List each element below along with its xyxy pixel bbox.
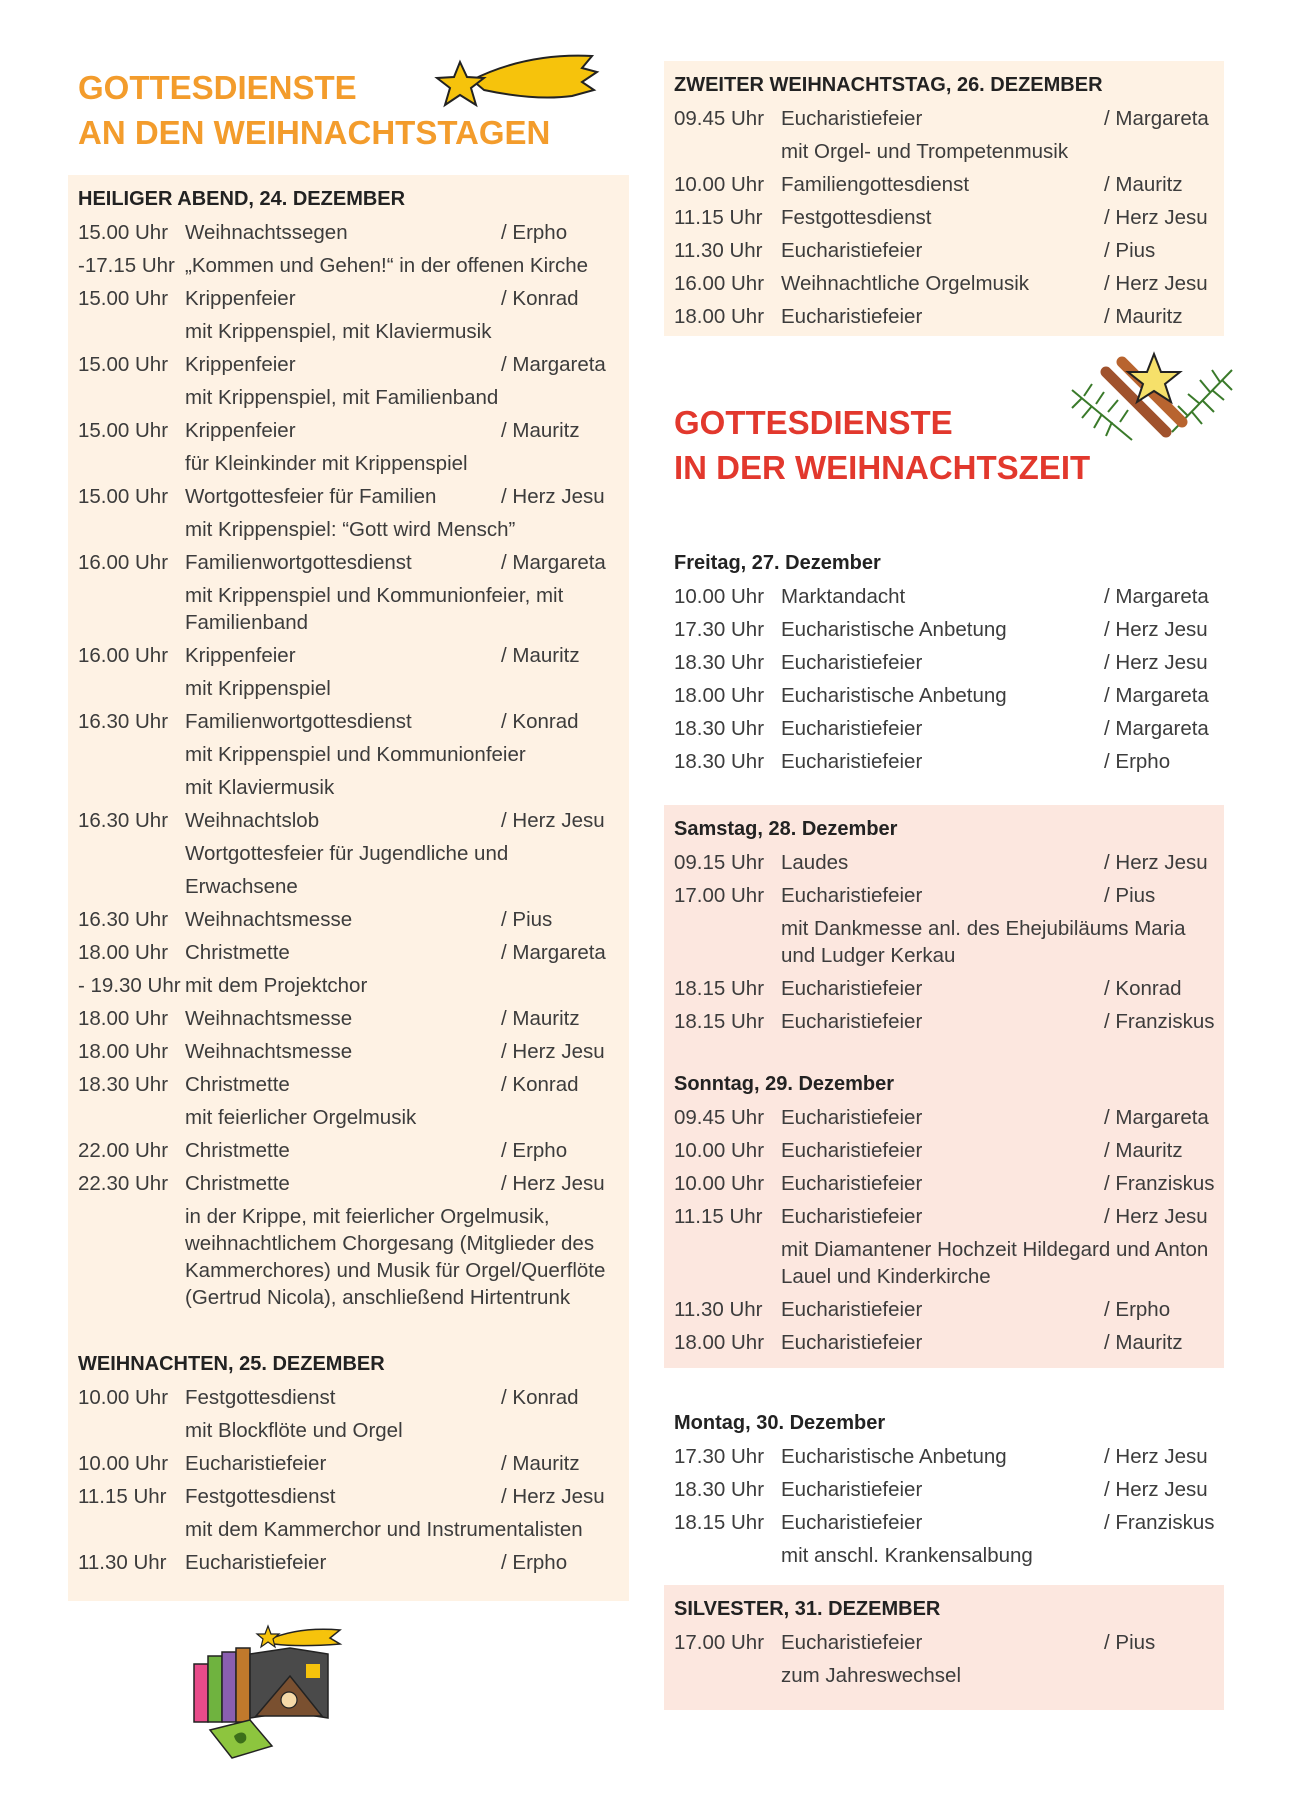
schedule-row: [674, 267, 1214, 300]
section-weihnachten: [78, 1348, 619, 1579]
rows-sunday: [674, 1101, 1214, 1359]
schedule-row: [674, 201, 1214, 234]
row-description: Eucharistiefeier: [781, 717, 923, 740]
row-location: / Herz Jesu: [1104, 851, 1208, 874]
schedule-row: [674, 1326, 1214, 1359]
row-description: für Kleinkinder mit Krippenspiel: [185, 452, 468, 475]
rows-saturday: [674, 846, 1214, 1038]
schedule-row: [78, 639, 619, 672]
schedule-row: [78, 672, 619, 705]
row-location: / Mauritz: [501, 419, 580, 442]
schedule-row: [78, 1546, 619, 1579]
row-time: 22.30 Uhr: [78, 1172, 169, 1195]
row-time: 11.15 Uhr: [78, 1485, 167, 1508]
row-description: Erwachsene: [185, 875, 298, 898]
row-description: Eucharistiefeier: [781, 1631, 923, 1654]
schedule-row: [78, 1480, 619, 1513]
row-location: / Mauritz: [1104, 1331, 1183, 1354]
row-location: / Erpho: [1104, 750, 1171, 773]
rows-second-christmas-day: [674, 102, 1214, 333]
row-description: mit Dankmesse anl. des Ehejubiläums Maria und Ludger Kerkau: [781, 917, 1186, 967]
schedule-row: [674, 1626, 1214, 1659]
row-description: mit feierlicher Orgelmusik: [185, 1106, 417, 1129]
row-time: 18.15 Uhr: [674, 1511, 765, 1534]
row-description: mit Krippenspiel und Kommunionfeier, mit Familienband: [185, 584, 564, 634]
schedule-row: [674, 234, 1214, 267]
row-location: / Franziskus: [1104, 1511, 1215, 1534]
row-description: Eucharistiefeier: [781, 107, 923, 130]
row-time: 17.30 Uhr: [674, 1445, 765, 1468]
row-description: mit Krippenspiel, mit Klaviermusik: [185, 320, 492, 343]
row-time: 09.45 Uhr: [674, 1106, 765, 1129]
row-time: 18.00 Uhr: [78, 1040, 169, 1063]
row-location: / Konrad: [501, 287, 579, 310]
row-description: Familienwortgottesdienst: [185, 710, 412, 733]
row-description: Eucharistiefeier: [781, 1139, 923, 1162]
row-location: / Margareta: [501, 353, 606, 376]
day-title: SILVESTER, 31. DEZEMBER: [674, 1598, 941, 1620]
schedule-row: [674, 1101, 1214, 1134]
row-time: 18.00 Uhr: [674, 305, 765, 328]
rows-heiliger-abend: [78, 216, 619, 1314]
row-description: Eucharistiefeier: [781, 750, 923, 773]
row-time: 18.00 Uhr: [674, 684, 765, 707]
row-time: 10.00 Uhr: [674, 173, 765, 196]
schedule-row: [674, 1506, 1214, 1539]
schedule-row: [78, 1068, 619, 1101]
row-description: „Kommen und Gehen!“ in der offenen Kirche: [185, 254, 589, 277]
section-heiliger-abend: [78, 183, 619, 1314]
schedule-row: [674, 745, 1214, 778]
row-description: Krippenfeier: [185, 644, 296, 667]
row-time: 11.15 Uhr: [674, 1205, 763, 1228]
row-location: / Herz Jesu: [501, 485, 605, 508]
row-time: 16.30 Uhr: [78, 908, 169, 931]
row-location: / Margareta: [1104, 717, 1209, 740]
row-description: Christmette: [185, 1172, 290, 1195]
row-location: / Herz Jesu: [501, 1040, 605, 1063]
row-description: Eucharistische Anbetung: [781, 618, 1007, 641]
row-description: mit Krippenspiel, mit Familienband: [185, 386, 499, 409]
day-title: WEIHNACHTEN, 25. DEZEMBER: [78, 1353, 385, 1375]
schedule-row: [674, 1440, 1214, 1473]
row-location: / Konrad: [1104, 977, 1182, 1000]
row-description: Eucharistiefeier: [781, 1010, 923, 1033]
row-description: Christmette: [185, 1073, 290, 1096]
row-time: 15.00 Uhr: [78, 419, 169, 442]
row-location: / Herz Jesu: [1104, 1478, 1208, 1501]
right-heading-line2: IN DER WEIHNACHTSZEIT: [674, 449, 1091, 486]
schedule-row: [78, 1200, 619, 1314]
row-description: Eucharistiefeier: [185, 1551, 327, 1574]
row-description: Weihnachtsmesse: [185, 908, 353, 931]
schedule-row: [78, 903, 619, 936]
schedule-row: [78, 771, 619, 804]
row-description: Eucharistiefeier: [781, 1478, 923, 1501]
row-description: in der Krippe, mit feierlicher Orgelmusik, weihnachtlichem Chorgesang (Mitglieder des Kammerchores) und Musik für Orgel/Querflöte (Gertrud Nicola), anschließend Hirtentrunk: [185, 1205, 606, 1309]
schedule-row: [674, 712, 1214, 745]
rows-monday: [674, 1440, 1214, 1572]
row-location: / Erpho: [501, 1551, 568, 1574]
row-time: 16.00 Uhr: [78, 551, 169, 574]
row-location: / Pius: [1104, 1631, 1156, 1654]
schedule-row: [674, 879, 1214, 912]
row-location: / Herz Jesu: [1104, 206, 1208, 229]
row-description: mit dem Projektchor: [185, 974, 368, 997]
row-location: / Konrad: [501, 710, 579, 733]
row-description: Krippenfeier: [185, 287, 296, 310]
schedule-row: [674, 1134, 1214, 1167]
row-location: / Franziskus: [1104, 1172, 1215, 1195]
row-description: Krippenfeier: [185, 353, 296, 376]
row-time: 16.00 Uhr: [78, 644, 169, 667]
row-time: 17.00 Uhr: [674, 884, 765, 907]
row-description: Eucharistiefeier: [781, 1106, 923, 1129]
row-description: Festgottesdienst: [781, 206, 932, 229]
row-time: 11.30 Uhr: [78, 1551, 167, 1574]
row-location: / Pius: [1104, 884, 1156, 907]
row-time: 10.00 Uhr: [674, 585, 765, 608]
row-location: / Margareta: [1104, 585, 1209, 608]
row-time: 18.00 Uhr: [78, 941, 169, 964]
row-description: mit Krippenspiel: [185, 677, 331, 700]
row-description: Wortgottesfeier für Familien: [185, 485, 437, 508]
schedule-row: [674, 972, 1214, 1005]
row-time: 18.15 Uhr: [674, 977, 765, 1000]
row-description: Eucharistiefeier: [185, 1452, 327, 1475]
row-description: Christmette: [185, 1139, 290, 1162]
row-location: / Pius: [1104, 239, 1156, 262]
row-location: / Franziskus: [1104, 1010, 1215, 1033]
left-heading-line1: GOTTESDIENSTE: [78, 69, 357, 106]
row-location: / Margareta: [501, 551, 606, 574]
schedule-row: [674, 168, 1214, 201]
row-time: 15.00 Uhr: [78, 353, 169, 376]
second-christmas-day-block: [664, 61, 1224, 336]
row-description: mit Diamantener Hochzeit Hildegard und Anton Lauel und Kinderkirche: [781, 1238, 1209, 1288]
row-time: 18.30 Uhr: [78, 1073, 169, 1096]
row-time: 11.30 Uhr: [674, 1298, 763, 1321]
row-location: / Mauritz: [501, 1007, 580, 1030]
schedule-row: [78, 1447, 619, 1480]
row-time: 17.30 Uhr: [674, 618, 765, 641]
row-description: Eucharistiefeier: [781, 884, 923, 907]
row-time: 18.30 Uhr: [674, 717, 765, 740]
schedule-row: [78, 513, 619, 546]
row-time: 22.00 Uhr: [78, 1139, 169, 1162]
schedule-row: [78, 1381, 619, 1414]
schedule-row: [78, 870, 619, 903]
schedule-row: [674, 912, 1214, 972]
row-description: mit Orgel- und Trompetenmusik: [781, 140, 1069, 163]
row-location: / Herz Jesu: [1104, 1205, 1208, 1228]
schedule-row: [78, 1134, 619, 1167]
schedule-row: [674, 300, 1214, 333]
section-sunday: [674, 1068, 1214, 1359]
row-description: zum Jahreswechsel: [781, 1664, 962, 1687]
day-title: HEILIGER ABEND, 24. DEZEMBER: [78, 188, 406, 210]
row-description: mit Klaviermusik: [185, 776, 335, 799]
schedule-row: [674, 1167, 1214, 1200]
row-description: Eucharistiefeier: [781, 1298, 923, 1321]
schedule-row: [674, 102, 1214, 135]
left-schedule-block: [68, 175, 629, 1601]
row-time: 15.00 Uhr: [78, 287, 169, 310]
row-time: 10.00 Uhr: [674, 1139, 765, 1162]
row-description: mit dem Kammerchor und Instrumentalisten: [185, 1518, 583, 1541]
row-location: / Mauritz: [1104, 305, 1183, 328]
schedule-row: [78, 546, 619, 579]
schedule-row: [78, 837, 619, 870]
friday-block: [664, 539, 1224, 782]
schedule-row: [78, 480, 619, 513]
schedule-row: [78, 936, 619, 969]
row-description: Eucharistiefeier: [781, 1172, 923, 1195]
row-time: 16.30 Uhr: [78, 809, 169, 832]
schedule-row: [78, 282, 619, 315]
left-heading-line2: AN DEN WEIHNACHTSTAGEN: [78, 114, 551, 151]
row-time: 16.30 Uhr: [78, 710, 169, 733]
row-time: 09.45 Uhr: [674, 107, 765, 130]
row-description: Laudes: [781, 851, 849, 874]
row-location: / Mauritz: [1104, 173, 1183, 196]
row-location: / Mauritz: [1104, 1139, 1183, 1162]
row-description: Familienwortgottesdienst: [185, 551, 412, 574]
row-time: 18.00 Uhr: [674, 1331, 765, 1354]
day-title: Sonntag, 29. Dezember: [674, 1073, 895, 1095]
schedule-row: [78, 969, 619, 1002]
schedule-row: [674, 646, 1214, 679]
row-description: Eucharistiefeier: [781, 977, 923, 1000]
row-location: / Konrad: [501, 1073, 579, 1096]
schedule-row: [78, 216, 619, 249]
row-location: / Erpho: [501, 1139, 568, 1162]
row-location: / Mauritz: [501, 644, 580, 667]
schedule-row: [674, 1659, 1214, 1692]
schedule-row: [674, 846, 1214, 879]
row-description: Christmette: [185, 941, 290, 964]
schedule-row: [78, 1002, 619, 1035]
schedule-row: [78, 1513, 619, 1546]
row-description: Weihnachtssegen: [185, 221, 348, 244]
monday-block: [664, 1399, 1224, 1576]
row-description: Weihnachtliche Orgelmusik: [781, 272, 1030, 295]
row-description: mit anschl. Krankensalbung: [781, 1544, 1033, 1567]
row-location: / Herz Jesu: [1104, 618, 1208, 641]
schedule-row: [78, 1167, 619, 1200]
row-location: / Mauritz: [501, 1452, 580, 1475]
day-title: Montag, 30. Dezember: [674, 1412, 886, 1434]
row-time: 09.15 Uhr: [674, 851, 765, 874]
schedule-row: [674, 613, 1214, 646]
row-location: / Herz Jesu: [1104, 272, 1208, 295]
row-time: 10.00 Uhr: [674, 1172, 765, 1195]
schedule-row: [78, 579, 619, 639]
schedule-row: [674, 1005, 1214, 1038]
right-heading-line1: GOTTESDIENSTE: [674, 404, 953, 441]
row-location: / Margareta: [1104, 107, 1209, 130]
row-description: Eucharistiefeier: [781, 1205, 923, 1228]
row-location: / Pius: [501, 908, 553, 931]
row-time: 18.30 Uhr: [674, 651, 765, 674]
row-location: / Margareta: [501, 941, 606, 964]
row-description: Eucharistische Anbetung: [781, 684, 1007, 707]
day-title: ZWEITER WEIHNACHTSTAG, 26. DEZEMBER: [674, 74, 1103, 96]
row-time: 11.15 Uhr: [674, 206, 763, 229]
row-time: 11.30 Uhr: [674, 239, 763, 262]
day-title: Samstag, 28. Dezember: [674, 818, 898, 840]
schedule-row: [78, 705, 619, 738]
schedule-row: [674, 135, 1214, 168]
row-location: / Herz Jesu: [501, 1485, 605, 1508]
rows-friday: [674, 580, 1214, 778]
weekend-block: [664, 805, 1224, 1368]
shooting-star-icon: [432, 50, 602, 112]
rows-silvester: [674, 1626, 1214, 1692]
silvester-block: [664, 1585, 1224, 1710]
row-location: / Konrad: [501, 1386, 579, 1409]
row-time: 18.15 Uhr: [674, 1010, 765, 1033]
section-saturday: [674, 813, 1214, 1038]
row-location: / Margareta: [1104, 1106, 1209, 1129]
right-heading: [674, 400, 1090, 490]
schedule-row: [78, 1414, 619, 1447]
row-description: Weihnachtsmesse: [185, 1007, 353, 1030]
row-location: / Herz Jesu: [501, 1172, 605, 1195]
day-title: Freitag, 27. Dezember: [674, 552, 881, 574]
row-time: 10.00 Uhr: [78, 1452, 169, 1475]
row-description: Krippenfeier: [185, 419, 296, 442]
row-location: / Herz Jesu: [1104, 651, 1208, 674]
row-location: / Erpho: [501, 221, 568, 244]
rows-weihnachten: [78, 1381, 619, 1579]
schedule-row: [78, 738, 619, 771]
row-description: Weihnachtsmesse: [185, 1040, 353, 1063]
row-description: mit Krippenspiel: “Gott wird Mensch”: [185, 518, 516, 541]
row-time: 17.00 Uhr: [674, 1631, 765, 1654]
schedule-row: [674, 1539, 1214, 1572]
row-time: 16.00 Uhr: [674, 272, 765, 295]
row-location: / Erpho: [1104, 1298, 1171, 1321]
schedule-row: [674, 1293, 1214, 1326]
schedule-row: [674, 1473, 1214, 1506]
schedule-row: [78, 1035, 619, 1068]
schedule-row: [78, 249, 619, 282]
row-time: -17.15 Uhr: [78, 254, 175, 277]
row-time: - 19.30 Uhr: [78, 974, 181, 997]
schedule-row: [78, 315, 619, 348]
row-location: / Margareta: [1104, 684, 1209, 707]
nativity-books-icon: [190, 1620, 360, 1765]
schedule-row: [674, 1233, 1214, 1293]
row-description: mit Krippenspiel und Kommunionfeier: [185, 743, 526, 766]
row-location: / Herz Jesu: [501, 809, 605, 832]
row-description: Eucharistiefeier: [781, 651, 923, 674]
row-description: Familiengottesdienst: [781, 173, 970, 196]
row-description: Marktandacht: [781, 585, 906, 608]
row-description: Eucharistiefeier: [781, 1511, 923, 1534]
row-time: 15.00 Uhr: [78, 485, 169, 508]
schedule-row: [674, 679, 1214, 712]
row-description: Weihnachtslob: [185, 809, 320, 832]
schedule-row: [78, 348, 619, 381]
row-time: 18.30 Uhr: [674, 1478, 765, 1501]
schedule-row: [674, 580, 1214, 613]
schedule-row: [78, 1101, 619, 1134]
schedule-row: [78, 804, 619, 837]
row-description: Eucharistiefeier: [781, 305, 923, 328]
schedule-row: [674, 1200, 1214, 1233]
row-description: Festgottesdienst: [185, 1386, 336, 1409]
row-description: Eucharistische Anbetung: [781, 1445, 1007, 1468]
row-location: / Herz Jesu: [1104, 1445, 1208, 1468]
row-description: Eucharistiefeier: [781, 1331, 923, 1354]
row-description: Festgottesdienst: [185, 1485, 336, 1508]
schedule-row: [78, 381, 619, 414]
row-time: 10.00 Uhr: [78, 1386, 169, 1409]
row-description: Eucharistiefeier: [781, 239, 923, 262]
schedule-row: [78, 414, 619, 447]
row-time: 15.00 Uhr: [78, 221, 169, 244]
row-time: 18.00 Uhr: [78, 1007, 169, 1030]
schedule-row: [78, 447, 619, 480]
row-time: 18.30 Uhr: [674, 750, 765, 773]
row-description: mit Blockflöte und Orgel: [185, 1419, 403, 1442]
row-description: Wortgottesfeier für Jugendliche und: [185, 842, 509, 865]
